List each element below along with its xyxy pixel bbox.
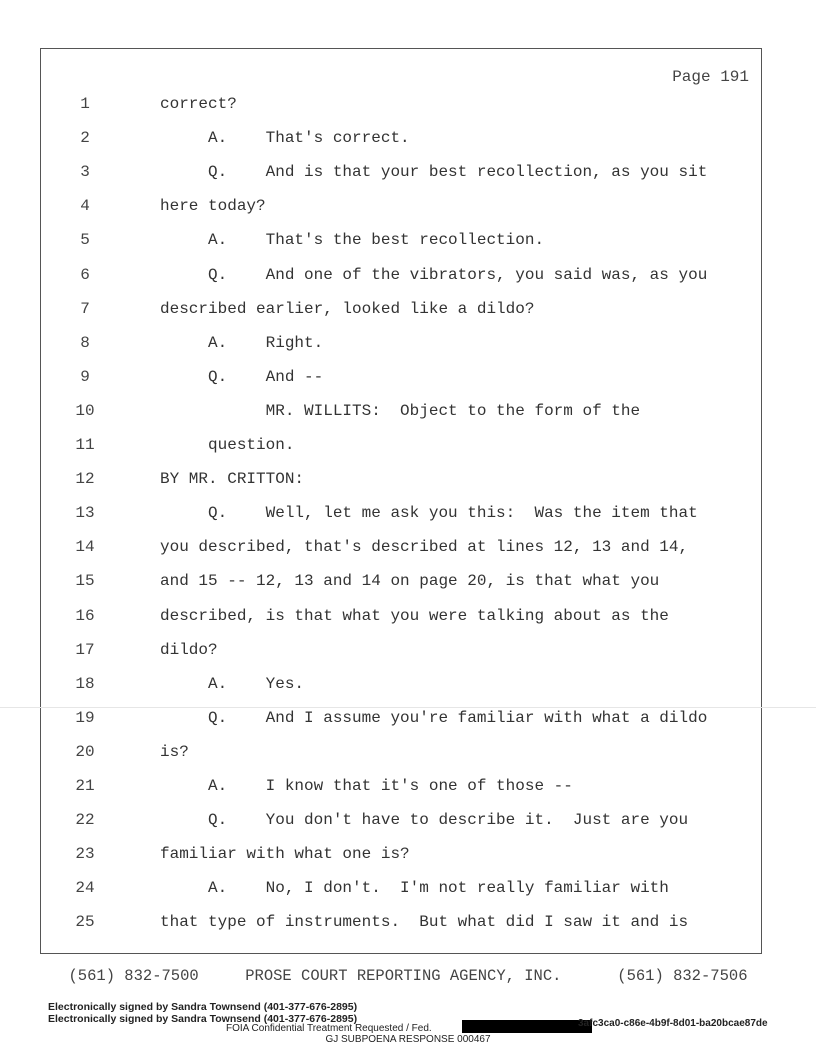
transcript-line [41, 470, 761, 504]
line-text: Q. And I assume you're familiar with what a dildo [160, 708, 708, 727]
line-text: A. Yes. [160, 674, 305, 693]
transcript-line [41, 504, 761, 538]
line-number: 7 [80, 299, 90, 318]
line-number: 15 [75, 572, 95, 591]
transcript-line [41, 607, 761, 641]
line-text: A. That's correct. [160, 129, 410, 148]
line-number: 4 [80, 197, 90, 216]
line-number: 25 [75, 913, 95, 932]
line-text: Q. Well, let me ask you this: Was the item that [160, 504, 698, 523]
line-text: MR. WILLITS: Object to the form of the [160, 401, 641, 420]
transcript-line [41, 845, 761, 879]
transcript-line [41, 368, 761, 402]
transcript-line [41, 402, 761, 436]
line-text: BY MR. CRITTON: [160, 470, 305, 489]
transcript-line [41, 675, 761, 709]
foia-notice: FOIA Confidential Treatment Requested / Fed. [226, 1023, 432, 1034]
signature-line-1: Electronically signed by Sandra Townsend (401-377-676-2895) [48, 1001, 358, 1013]
transcript-line [41, 572, 761, 606]
line-text: familiar with what one is? [160, 845, 410, 864]
transcript-line [41, 641, 761, 675]
line-text: and 15 -- 12, 13 and 14 on page 20, is that what you [160, 572, 660, 591]
line-number: 8 [80, 333, 90, 352]
line-text: Q. You don't have to describe it. Just are you [160, 811, 689, 830]
transcript-line [41, 879, 761, 913]
line-text: dildo? [160, 640, 218, 659]
line-text: A. Right. [160, 333, 324, 352]
redaction-bar [462, 1020, 592, 1033]
transcript-line [41, 266, 761, 300]
transcript-line [41, 538, 761, 572]
line-number: 23 [75, 845, 95, 864]
transcript-line [41, 163, 761, 197]
subpoena-label: GJ SUBPOENA RESPONSE 000467 [325, 1034, 491, 1045]
transcript-line [41, 436, 761, 470]
line-text: described, is that what you were talking about as the [160, 606, 669, 625]
line-text: Q. And -- [160, 367, 324, 386]
signature-line-2: Electronically signed by Sandra Townsend (401-377-676-2895) [48, 1013, 358, 1025]
line-text: question. [160, 436, 295, 454]
transcript-line [41, 777, 761, 811]
line-text: described earlier, looked like a dildo? [160, 299, 535, 318]
line-number: 19 [75, 708, 95, 727]
reporting-agency-footer: (561) 832-7500 PROSE COURT REPORTING AGENCY, INC. (561) 832-7506 [68, 967, 748, 985]
line-text: A. That's the best recollection. [160, 231, 545, 250]
transcript-line [41, 334, 761, 368]
line-text: here today? [160, 197, 266, 216]
line-number: 14 [75, 538, 95, 557]
document-hash: 3afc3ca0-c86e-4b9f-8d01-ba20bcae87de [578, 1018, 768, 1029]
line-text: Q. And one of the vibrators, you said was, as you [160, 265, 708, 284]
line-number: 17 [75, 640, 95, 659]
transcript-line [41, 300, 761, 334]
line-number: 9 [80, 367, 90, 386]
line-number: 11 [75, 436, 95, 454]
page-number: Page 191 [672, 68, 749, 86]
line-number: 24 [75, 879, 95, 898]
line-text: A. No, I don't. I'm not really familiar with [160, 879, 669, 898]
line-text: is? [160, 742, 189, 761]
line-number: 20 [75, 742, 95, 761]
line-number: 13 [75, 504, 95, 523]
line-number: 21 [75, 777, 95, 795]
transcript-line [41, 709, 761, 743]
line-number: 22 [75, 811, 95, 830]
line-number: 10 [75, 401, 95, 420]
line-number: 18 [75, 674, 95, 693]
line-text: correct? [160, 95, 237, 113]
transcript-line [41, 197, 761, 231]
line-number: 6 [80, 265, 90, 284]
line-number: 2 [80, 129, 90, 148]
line-text: Q. And is that your best recollection, as you sit [160, 163, 708, 182]
transcript-line [41, 95, 761, 129]
scan-artifact-line [0, 707, 816, 708]
line-number: 3 [80, 163, 90, 182]
line-text: A. I know that it's one of those -- [160, 777, 573, 795]
transcript-line [41, 129, 761, 163]
transcript-line [41, 913, 761, 947]
line-number: 12 [75, 470, 95, 489]
line-number: 5 [80, 231, 90, 250]
line-number: 16 [75, 606, 95, 625]
transcript-line [41, 743, 761, 777]
transcript-line [41, 231, 761, 265]
transcript-line [41, 811, 761, 845]
line-text: you described, that's described at lines 12, 13 and 14, [160, 538, 689, 557]
transcript-frame [40, 48, 762, 954]
line-text: that type of instruments. But what did I saw it and is [160, 913, 689, 932]
line-number: 1 [80, 95, 90, 113]
